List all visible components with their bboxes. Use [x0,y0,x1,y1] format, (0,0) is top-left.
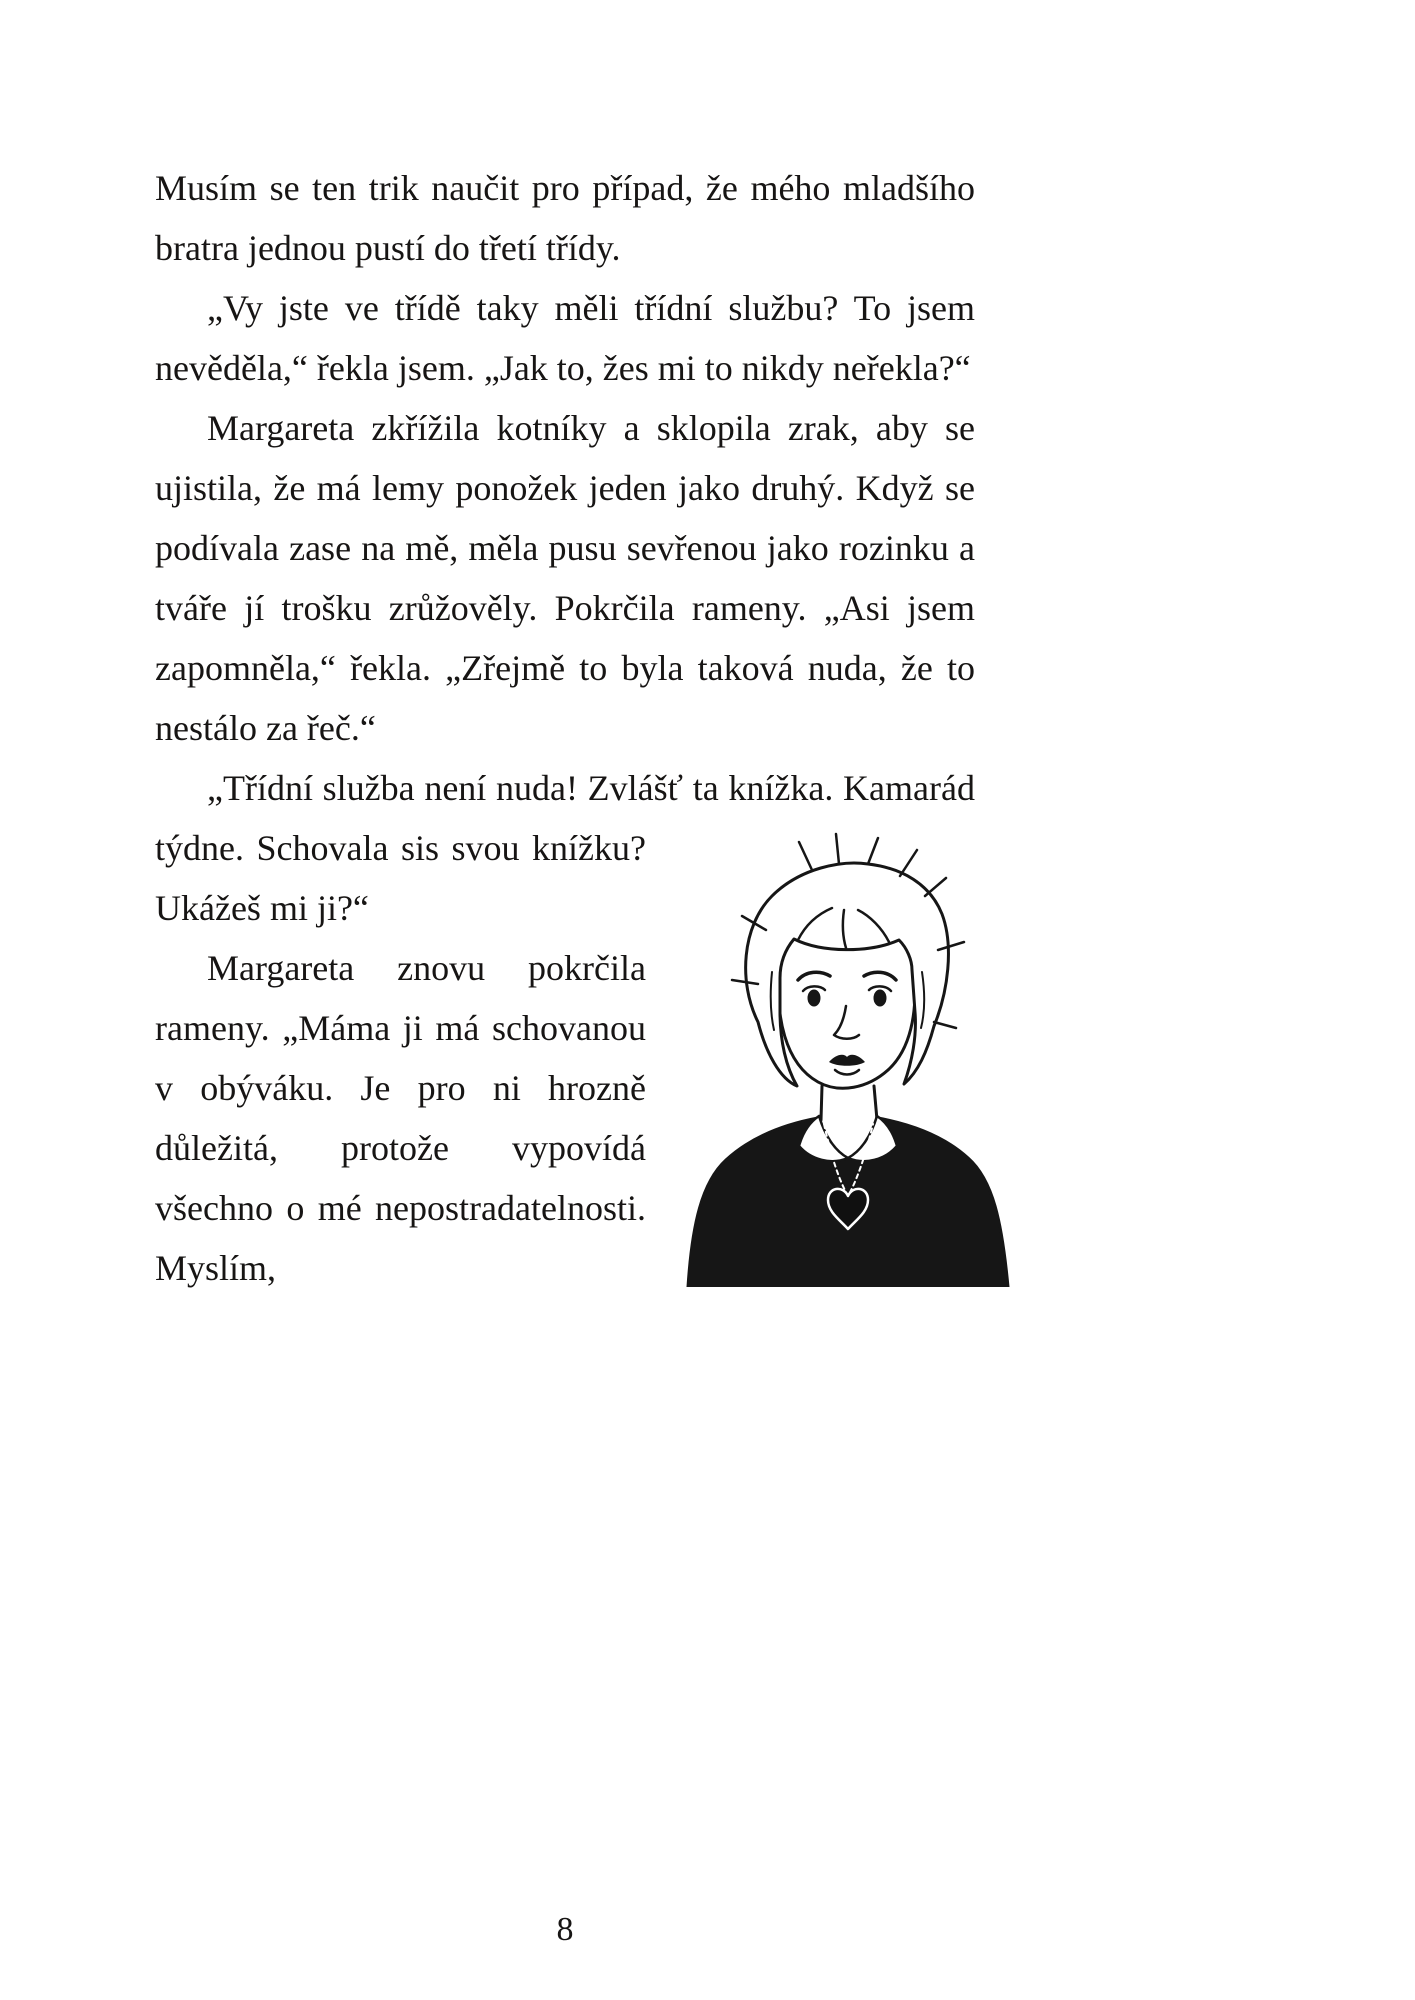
paragraph-1: Musím se ten trik naučit pro případ, že mého mladšího bratra jednou pustí do třetí třídy. [155,168,975,268]
text-column [155,158,975,1298]
girl-portrait-illustration [672,822,1017,1287]
girl-portrait-svg [672,822,1017,1287]
paragraph-4-text-continued: Kamarád týdne. Schovala sis svou knížku? Ukážeš mi ji?“ [155,768,975,928]
paragraph-4 [155,758,975,938]
page-number: 8 [556,1911,574,1948]
paragraph-4-text: „Třídní služba není nuda! Zvlášť ta knížka. [207,768,834,808]
paragraph-5: Margareta znovu pokrčila rameny. „Máma ji má schovanou v obýváku. Je pro ni hrozně důležitá, protože vypovídá všechno o mé nepostradatelnosti. Myslím, [155,948,646,1288]
paragraph-2: „Vy jste ve třídě taky měli třídní službu? To jsem nevěděla,“ řekla jsem. „Jak to, žes mi to nikdy neřekla?“ [155,288,975,388]
paragraph-3: Margareta zkřížila kotníky a sklopila zrak, aby se ujistila, že má lemy ponožek jeden jako druhý. Když se podívala zase na mě, měla pusu sevřenou jako rozinku a tváře jí trošku zrůžověly. Pokrčila rameny. „Asi jsem zapomněla,“ řekla. „Zřejmě to byla taková nuda, že to nestálo za řeč.“ [155,408,975,748]
